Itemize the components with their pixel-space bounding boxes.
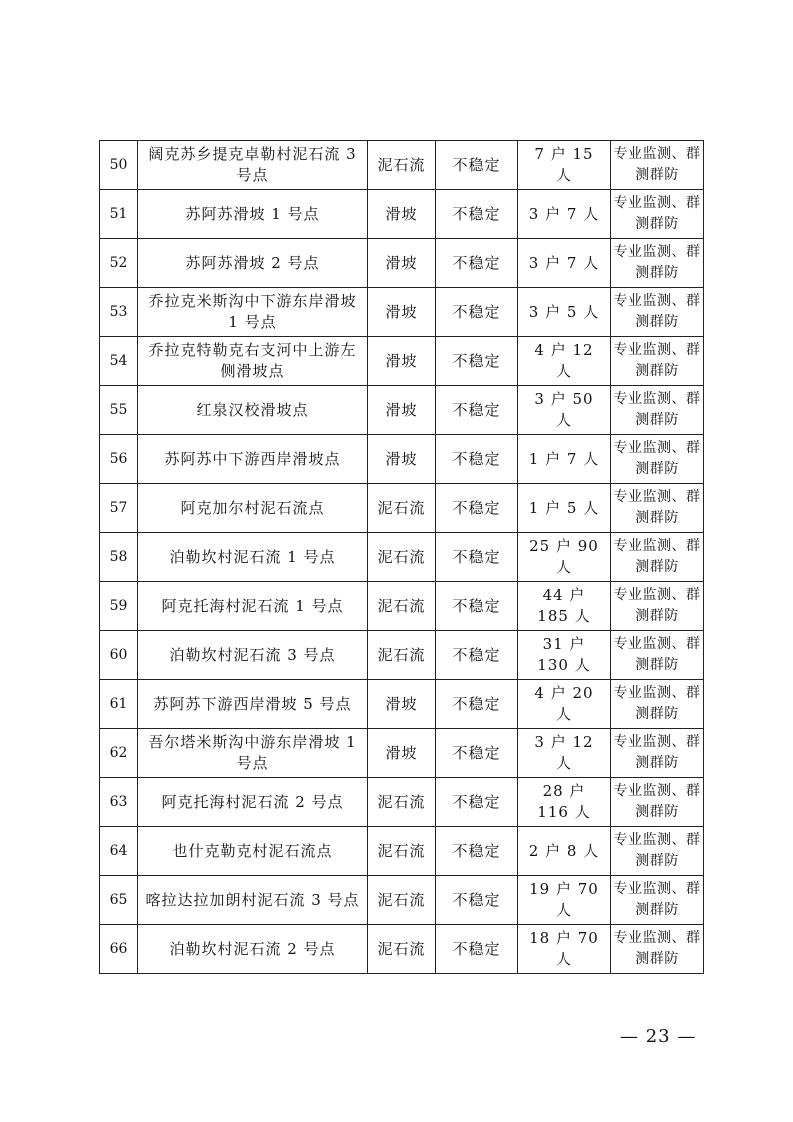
prevention-measure-cell: 专业监测、群测群防	[611, 876, 704, 925]
prevention-measure-cell: 专业监测、群测群防	[611, 386, 704, 435]
hazard-type-cell: 泥石流	[368, 925, 436, 974]
threatened-population-cell: 3 户 7 人	[518, 190, 611, 239]
stability-cell: 不稳定	[436, 582, 518, 631]
hazard-type-cell: 滑坡	[368, 337, 436, 386]
row-number-cell: 54	[100, 337, 138, 386]
site-name-cell: 苏阿苏滑坡 1 号点	[138, 190, 368, 239]
hazard-type-cell: 泥石流	[368, 778, 436, 827]
site-name-cell: 阔克苏乡提克卓勒村泥石流 3 号点	[138, 141, 368, 190]
hazard-type-cell: 泥石流	[368, 484, 436, 533]
threatened-population-cell: 44 户 185 人	[518, 582, 611, 631]
site-name-cell: 泊勒坎村泥石流 3 号点	[138, 631, 368, 680]
threatened-population-cell: 1 户 5 人	[518, 484, 611, 533]
hazard-type-cell: 滑坡	[368, 288, 436, 337]
table-row	[100, 631, 704, 680]
row-number-cell: 56	[100, 435, 138, 484]
row-number-cell: 59	[100, 582, 138, 631]
page-number: — 23 —	[620, 1026, 697, 1047]
threatened-population-cell: 1 户 7 人	[518, 435, 611, 484]
row-number-cell: 63	[100, 778, 138, 827]
threatened-population-cell: 3 户 12 人	[518, 729, 611, 778]
prevention-measure-cell: 专业监测、群测群防	[611, 827, 704, 876]
site-name-cell: 乔拉克米斯沟中下游东岸滑坡 1 号点	[138, 288, 368, 337]
threatened-population-cell: 3 户 50 人	[518, 386, 611, 435]
row-number-cell: 57	[100, 484, 138, 533]
prevention-measure-cell: 专业监测、群测群防	[611, 533, 704, 582]
table-row	[100, 190, 704, 239]
threatened-population-cell: 2 户 8 人	[518, 827, 611, 876]
prevention-measure-cell: 专业监测、群测群防	[611, 435, 704, 484]
hazard-type-cell: 滑坡	[368, 190, 436, 239]
table-row	[100, 239, 704, 288]
hazard-type-cell: 滑坡	[368, 680, 436, 729]
site-name-cell: 也什克勒克村泥石流点	[138, 827, 368, 876]
prevention-measure-cell: 专业监测、群测群防	[611, 778, 704, 827]
site-name-cell: 苏阿苏滑坡 2 号点	[138, 239, 368, 288]
hazard-type-cell: 泥石流	[368, 631, 436, 680]
site-name-cell: 泊勒坎村泥石流 1 号点	[138, 533, 368, 582]
prevention-measure-cell: 专业监测、群测群防	[611, 582, 704, 631]
site-name-cell: 苏阿苏中下游西岸滑坡点	[138, 435, 368, 484]
table-row	[100, 337, 704, 386]
threatened-population-cell: 3 户 5 人	[518, 288, 611, 337]
threatened-population-cell: 4 户 12 人	[518, 337, 611, 386]
row-number-cell: 52	[100, 239, 138, 288]
prevention-measure-cell: 专业监测、群测群防	[611, 729, 704, 778]
stability-cell: 不稳定	[436, 827, 518, 876]
hazard-type-cell: 泥石流	[368, 827, 436, 876]
hazard-type-cell: 滑坡	[368, 386, 436, 435]
site-name-cell: 泊勒坎村泥石流 2 号点	[138, 925, 368, 974]
table-row	[100, 386, 704, 435]
hazard-type-cell: 泥石流	[368, 141, 436, 190]
prevention-measure-cell: 专业监测、群测群防	[611, 288, 704, 337]
site-name-cell: 喀拉达拉加朗村泥石流 3 号点	[138, 876, 368, 925]
row-number-cell: 61	[100, 680, 138, 729]
site-name-cell: 阿克托海村泥石流 2 号点	[138, 778, 368, 827]
stability-cell: 不稳定	[436, 337, 518, 386]
hazard-type-cell: 泥石流	[368, 876, 436, 925]
stability-cell: 不稳定	[436, 484, 518, 533]
threatened-population-cell: 31 户 130 人	[518, 631, 611, 680]
table-row	[100, 484, 704, 533]
row-number-cell: 55	[100, 386, 138, 435]
hazard-type-cell: 滑坡	[368, 239, 436, 288]
threatened-population-cell: 4 户 20 人	[518, 680, 611, 729]
stability-cell: 不稳定	[436, 141, 518, 190]
prevention-measure-cell: 专业监测、群测群防	[611, 239, 704, 288]
site-name-cell: 吾尔塔米斯沟中游东岸滑坡 1 号点	[138, 729, 368, 778]
threatened-population-cell: 25 户 90 人	[518, 533, 611, 582]
table-row	[100, 435, 704, 484]
site-name-cell: 乔拉克特勒克右支河中上游左侧滑坡点	[138, 337, 368, 386]
table-row	[100, 582, 704, 631]
table-row	[100, 778, 704, 827]
table-row	[100, 533, 704, 582]
hazard-type-cell: 泥石流	[368, 533, 436, 582]
table-body	[100, 141, 704, 974]
stability-cell: 不稳定	[436, 435, 518, 484]
hazard-points-table	[99, 140, 704, 974]
prevention-measure-cell: 专业监测、群测群防	[611, 925, 704, 974]
stability-cell: 不稳定	[436, 239, 518, 288]
prevention-measure-cell: 专业监测、群测群防	[611, 337, 704, 386]
table-row	[100, 288, 704, 337]
prevention-measure-cell: 专业监测、群测群防	[611, 190, 704, 239]
hazard-points-table-container	[99, 140, 703, 974]
row-number-cell: 53	[100, 288, 138, 337]
table-row	[100, 729, 704, 778]
stability-cell: 不稳定	[436, 680, 518, 729]
stability-cell: 不稳定	[436, 288, 518, 337]
prevention-measure-cell: 专业监测、群测群防	[611, 631, 704, 680]
table-row	[100, 827, 704, 876]
table-row	[100, 680, 704, 729]
threatened-population-cell: 18 户 70 人	[518, 925, 611, 974]
row-number-cell: 51	[100, 190, 138, 239]
row-number-cell: 66	[100, 925, 138, 974]
row-number-cell: 65	[100, 876, 138, 925]
stability-cell: 不稳定	[436, 386, 518, 435]
row-number-cell: 50	[100, 141, 138, 190]
threatened-population-cell: 19 户 70 人	[518, 876, 611, 925]
threatened-population-cell: 28 户 116 人	[518, 778, 611, 827]
row-number-cell: 60	[100, 631, 138, 680]
hazard-type-cell: 泥石流	[368, 582, 436, 631]
stability-cell: 不稳定	[436, 729, 518, 778]
prevention-measure-cell: 专业监测、群测群防	[611, 484, 704, 533]
site-name-cell: 红泉汉校滑坡点	[138, 386, 368, 435]
prevention-measure-cell: 专业监测、群测群防	[611, 141, 704, 190]
stability-cell: 不稳定	[436, 778, 518, 827]
site-name-cell: 苏阿苏下游西岸滑坡 5 号点	[138, 680, 368, 729]
stability-cell: 不稳定	[436, 631, 518, 680]
stability-cell: 不稳定	[436, 533, 518, 582]
threatened-population-cell: 3 户 7 人	[518, 239, 611, 288]
stability-cell: 不稳定	[436, 190, 518, 239]
table-row	[100, 876, 704, 925]
table-row	[100, 925, 704, 974]
row-number-cell: 62	[100, 729, 138, 778]
row-number-cell: 64	[100, 827, 138, 876]
stability-cell: 不稳定	[436, 876, 518, 925]
table-row	[100, 141, 704, 190]
threatened-population-cell: 7 户 15 人	[518, 141, 611, 190]
site-name-cell: 阿克托海村泥石流 1 号点	[138, 582, 368, 631]
hazard-type-cell: 滑坡	[368, 729, 436, 778]
stability-cell: 不稳定	[436, 925, 518, 974]
row-number-cell: 58	[100, 533, 138, 582]
hazard-type-cell: 滑坡	[368, 435, 436, 484]
site-name-cell: 阿克加尔村泥石流点	[138, 484, 368, 533]
prevention-measure-cell: 专业监测、群测群防	[611, 680, 704, 729]
